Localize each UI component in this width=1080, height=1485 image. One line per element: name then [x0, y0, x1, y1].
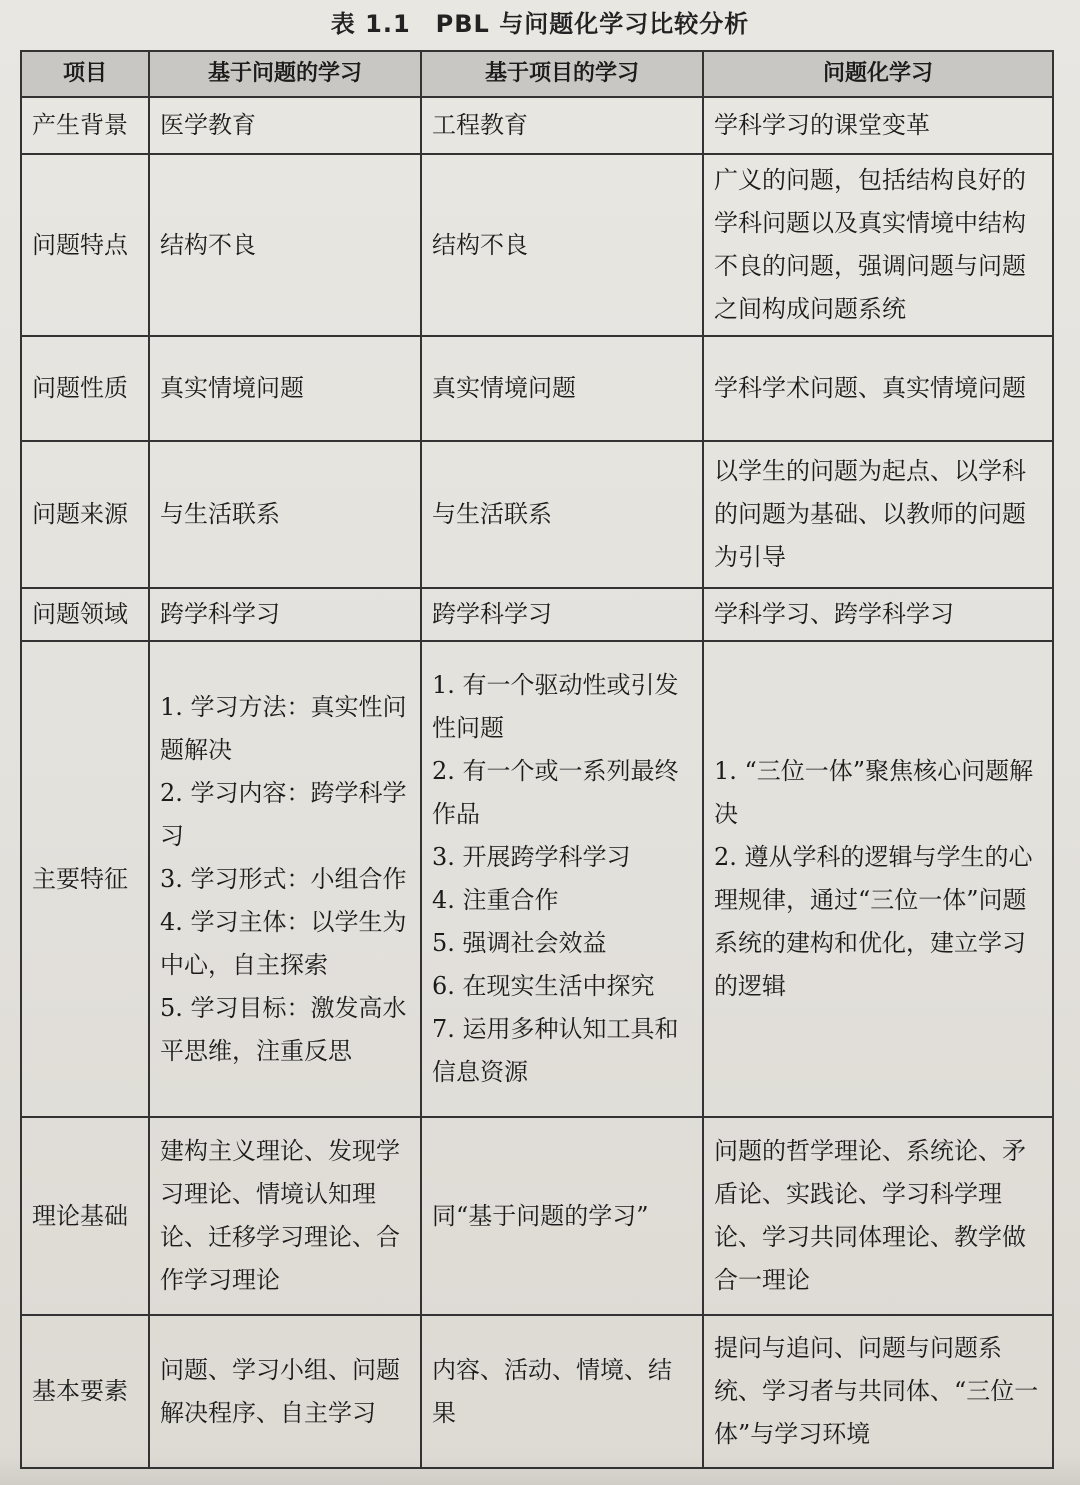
list-item: 1. “三位一体”聚焦核心问题解决: [714, 757, 1034, 828]
cell-text: 与生活联系: [432, 500, 552, 528]
cell-text: 学科学术问题、真实情境问题: [714, 374, 1026, 402]
table-cell: [703, 1315, 1053, 1468]
table-cell: [149, 1117, 421, 1315]
page-shadow: [0, 1455, 1080, 1485]
cell-text: 广义的问题，包括结构良好的学科问题以及真实情境中结构不良的问题，强调问题与问题之间构成问题系统: [714, 166, 1026, 323]
table-cell: [149, 97, 421, 154]
list-item: 3. 开展跨学科学习: [432, 843, 631, 871]
row-label: 理论基础: [21, 1117, 149, 1315]
table-cell: [703, 154, 1053, 336]
list-item: 1. 有一个驱动性或引发性问题: [432, 671, 679, 742]
cell-text: 学科学习的课堂变革: [714, 111, 930, 139]
header-item: 项目: [21, 51, 149, 97]
table-cell: [421, 1315, 703, 1468]
row-label: 问题领域: [21, 588, 149, 641]
table-header-row: [21, 51, 1053, 97]
list-item: 6. 在现实生活中探究: [432, 972, 655, 1000]
list-item: 4. 学习主体：以学生为中心，自主探索: [160, 907, 407, 979]
header-project-based-learning: 基于项目的学习: [421, 51, 703, 97]
cell-text: 结构不良: [432, 230, 528, 259]
table-cell: [703, 1117, 1053, 1315]
list-item: 1. 学习方法：真实性问题解决: [160, 692, 407, 764]
list-item: 2. 学习内容：跨学科学习: [160, 778, 407, 850]
table-cell: [703, 336, 1053, 441]
list-item: 2. 有一个或一系列最终作品: [432, 757, 679, 828]
cell-text: 同“基于问题的学习”: [432, 1201, 649, 1230]
cell-text: 学科学习、跨学科学习: [714, 600, 954, 628]
table-row-background: [21, 97, 1053, 154]
cell-text: 结构不良: [160, 230, 256, 259]
table-caption: 表 1.1 PBL 与问题化学习比较分析: [330, 10, 750, 38]
table-row-problem-domain: [21, 588, 1053, 641]
list-item: 5. 强调社会效益: [432, 929, 607, 957]
row-label: 问题特点: [21, 154, 149, 336]
table-cell: [149, 1315, 421, 1468]
list-item: 2. 遵从学科的逻辑与学生的心理规律，通过“三位一体”问题系统的建构和优化，建立学习的逻辑: [714, 843, 1033, 1000]
table-row-problem-nature: [21, 336, 1053, 441]
table-row-basic-elements: [21, 1315, 1053, 1468]
table-row-theoretical-basis: [21, 1117, 1053, 1315]
cell-text: 建构主义理论、发现学习理论、情境认知理论、迁移学习理论、合作学习理论: [160, 1137, 400, 1294]
table-body: [21, 97, 1053, 1468]
table-cell: [703, 641, 1053, 1117]
row-label: 问题性质: [21, 336, 149, 441]
comparison-table: [20, 50, 1054, 1469]
table-cell: [421, 336, 703, 441]
table-cell: [149, 641, 421, 1117]
cell-text: 内容、活动、情境、结果: [432, 1355, 672, 1427]
table-cell: [421, 641, 703, 1117]
cell-text: 跨学科学习: [432, 600, 552, 628]
cell-text: 以学生的问题为起点、以学科的问题为基础、以教师的问题为引导: [714, 457, 1026, 571]
list-item: 5. 学习目标：激发高水平思维，注重反思: [160, 993, 407, 1065]
table-row-problem-source: [21, 441, 1053, 588]
table-cell: [703, 441, 1053, 588]
cell-text: 工程教育: [432, 111, 528, 139]
cell-text: 问题、学习小组、问题解决程序、自主学习: [160, 1355, 400, 1427]
list-item: 4. 注重合作: [432, 886, 559, 914]
row-label: 主要特征: [21, 641, 149, 1117]
table-cell: [149, 154, 421, 336]
row-label: 产生背景: [21, 97, 149, 154]
list-item: 3. 学习形式：小组合作: [160, 864, 407, 893]
row-label: 问题来源: [21, 441, 149, 588]
table-row-problem-features: [21, 154, 1053, 336]
cell-text: 跨学科学习: [160, 600, 280, 628]
table-cell: [421, 1117, 703, 1315]
cell-text: 真实情境问题: [160, 374, 304, 402]
cell-text: 真实情境问题: [432, 374, 576, 402]
cell-text: 与生活联系: [160, 500, 280, 528]
table-cell: [703, 97, 1053, 154]
table-cell: [421, 441, 703, 588]
cell-text: 问题的哲学理论、系统论、矛盾论、实践论、学习科学理论、学习共同体理论、教学做合一理论: [714, 1137, 1026, 1294]
table-cell: [149, 336, 421, 441]
table-cell: [421, 154, 703, 336]
cell-text: 医学教育: [160, 111, 256, 139]
table-cell: [421, 97, 703, 154]
table-row-main-features: [21, 641, 1053, 1117]
table-cell: [149, 441, 421, 588]
table-cell: [421, 588, 703, 641]
cell-text: 提问与追问、问题与问题系统、学习者与共同体、“三位一体”与学习环境: [714, 1334, 1039, 1448]
table-cell: [703, 588, 1053, 641]
list-item: 7. 运用多种认知工具和信息资源: [432, 1015, 679, 1086]
row-label: 基本要素: [21, 1315, 149, 1468]
header-problem-based-learning: 基于问题的学习: [149, 51, 421, 97]
header-problematized-learning: 问题化学习: [703, 51, 1053, 97]
table-cell: [149, 588, 421, 641]
